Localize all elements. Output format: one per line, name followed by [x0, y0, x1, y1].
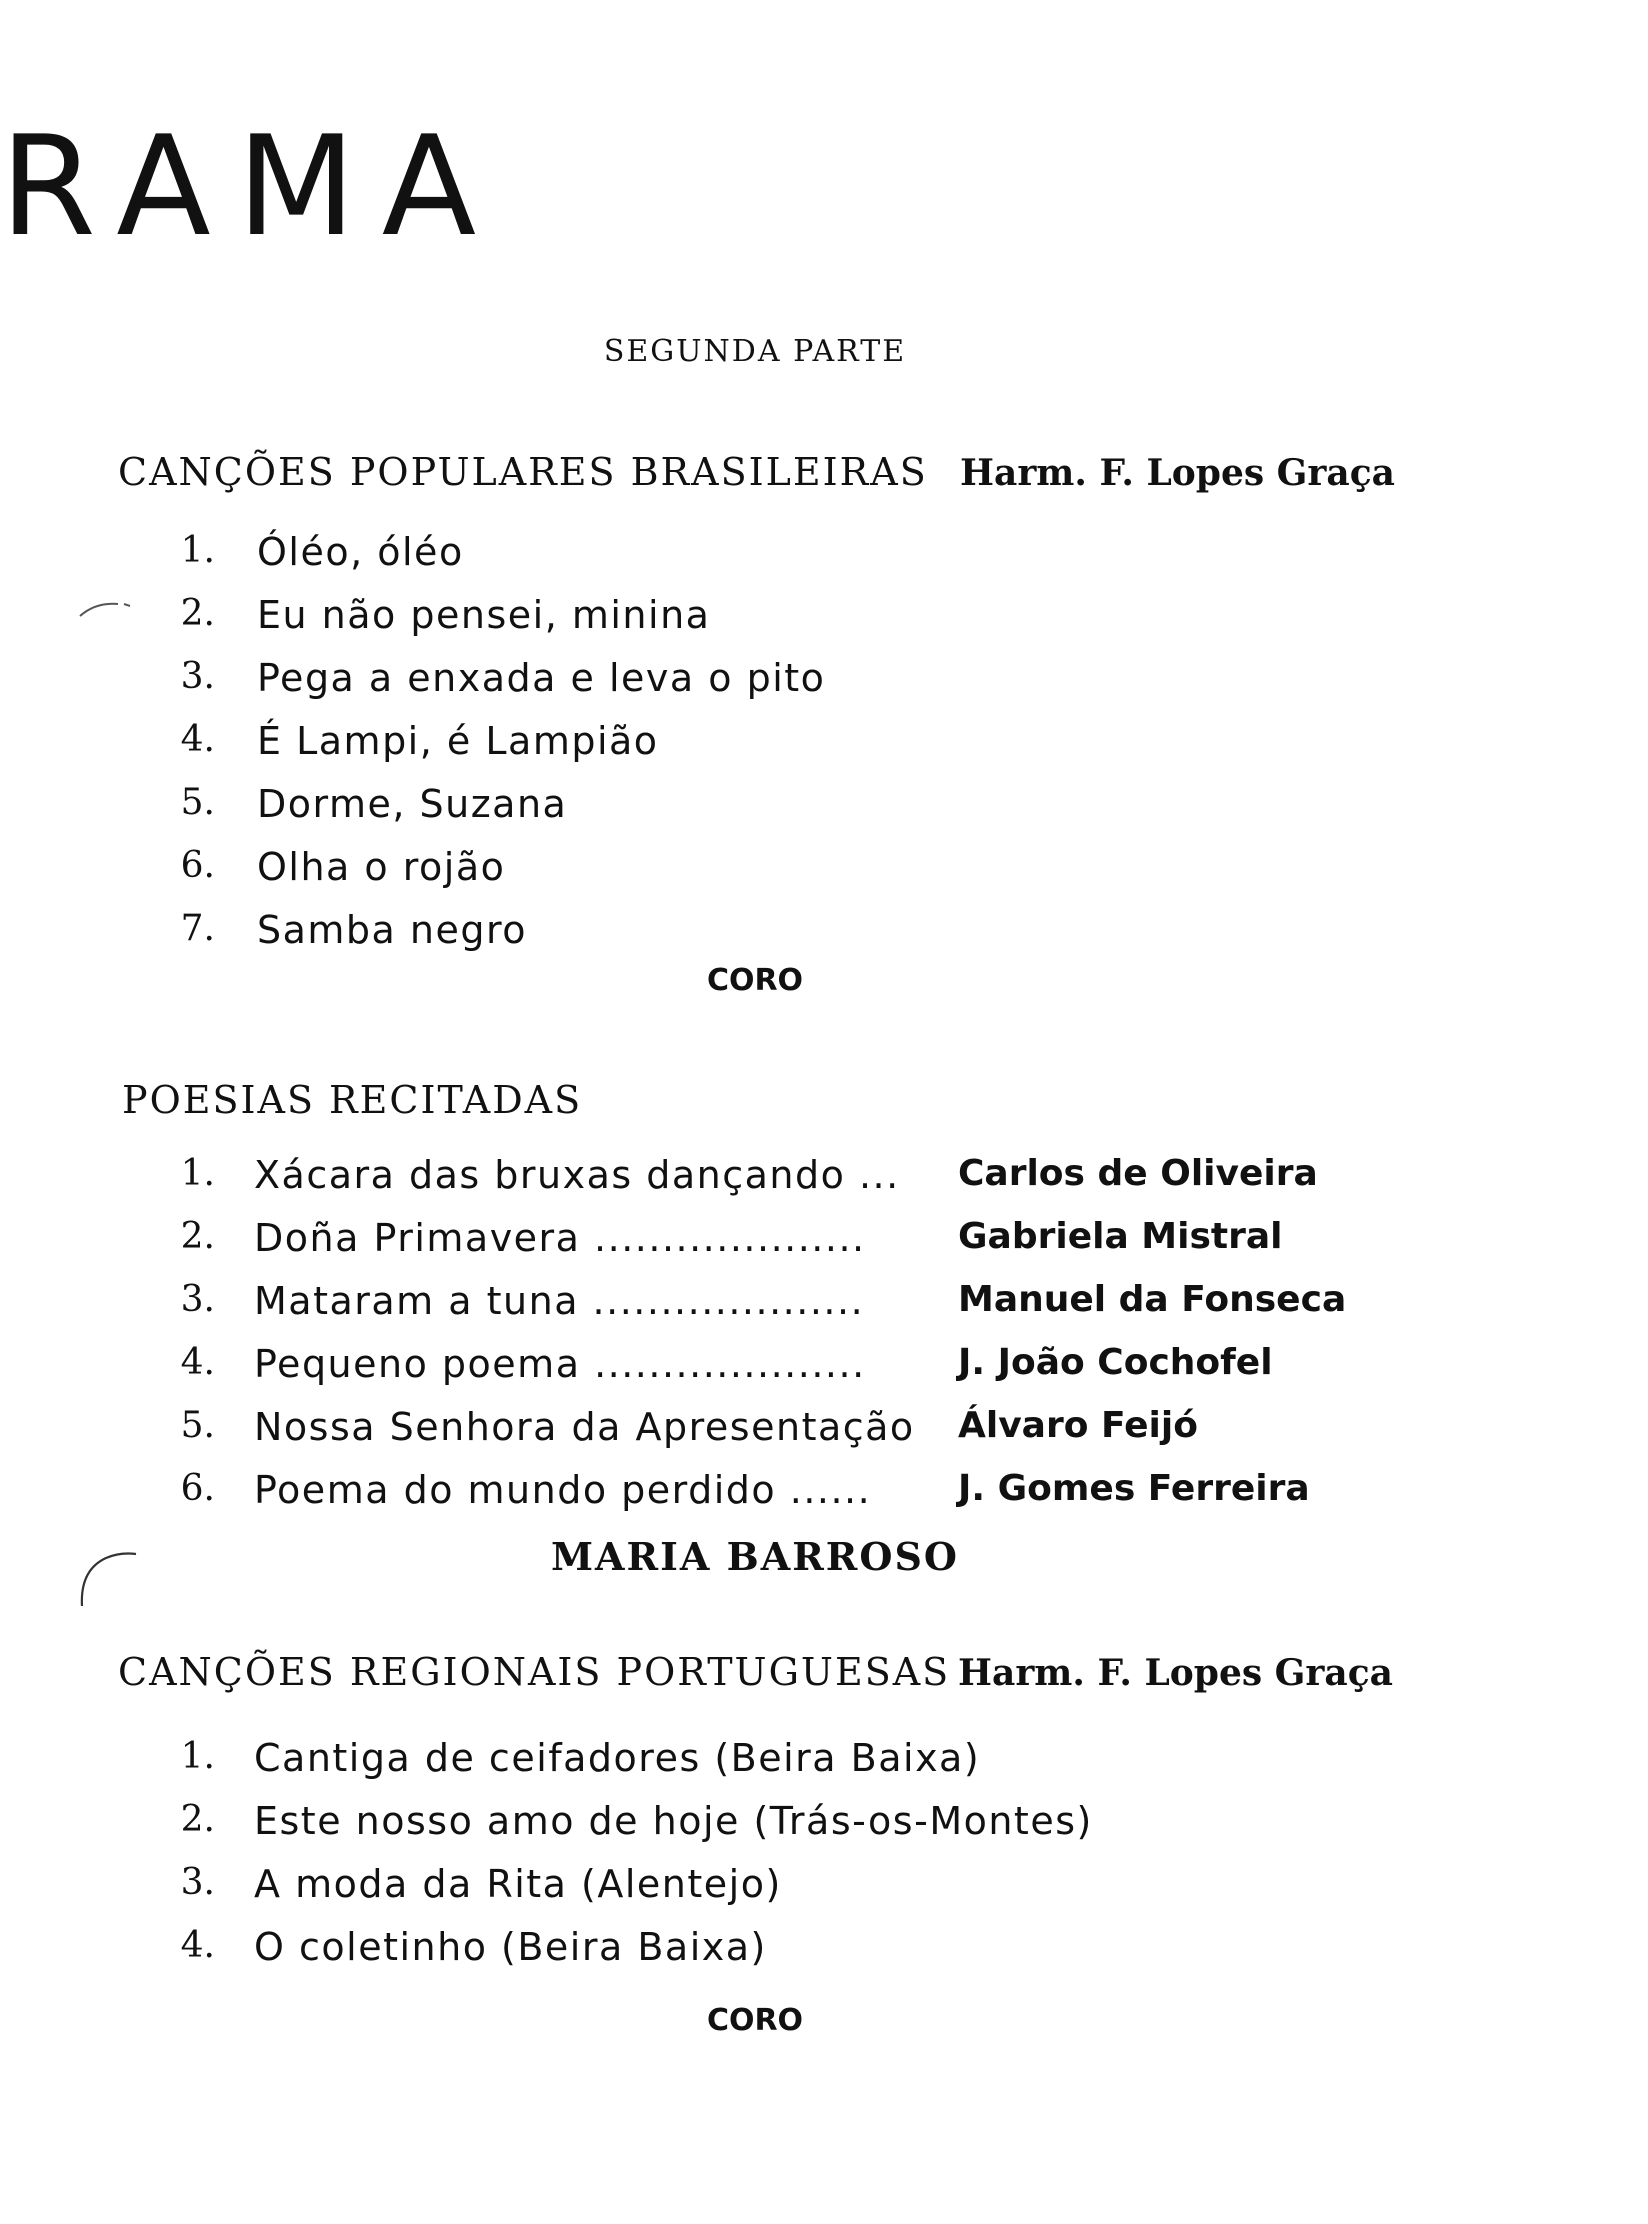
item-author: Manuel da Fonseca — [958, 1279, 1347, 1320]
section-heading: CANÇÕES REGIONAIS PORTUGUESAS — [118, 1650, 951, 1694]
part-title: SEGUNDA PARTE — [603, 334, 907, 369]
item-author: Carlos de Oliveira — [958, 1153, 1318, 1194]
item-title: Olha o rojão — [257, 845, 506, 889]
item-title: Samba negro — [257, 908, 528, 952]
item-author: J. Gomes Ferreira — [958, 1468, 1310, 1509]
item-number: 3. — [180, 656, 215, 697]
item-title: Poema do mundo perdido ...... — [254, 1468, 872, 1512]
item-number: 2. — [180, 1216, 215, 1257]
item-author: Gabriela Mistral — [958, 1216, 1283, 1257]
item-number: 6. — [180, 845, 215, 886]
performer-credit: CORO — [706, 963, 804, 998]
item-number: 4. — [180, 1342, 215, 1383]
section-credit: Harm. F. Lopes Graça — [960, 452, 1395, 494]
page-title: RAMA — [0, 106, 503, 267]
item-title: Xácara das bruxas dançando ... — [254, 1153, 900, 1197]
performer-credit: MARIA BARROSO — [550, 1534, 960, 1579]
item-author: J. João Cochofel — [958, 1342, 1273, 1383]
item-number: 4. — [180, 1925, 215, 1966]
item-title: Mataram a tuna .................... — [254, 1279, 865, 1323]
item-number: 4. — [180, 719, 215, 760]
item-number: 5. — [180, 1405, 215, 1446]
item-number: 7. — [180, 908, 215, 949]
pencil-mark — [76, 596, 136, 620]
section-heading: CANÇÕES POPULARES BRASILEIRAS — [118, 450, 928, 494]
pencil-mark — [76, 1540, 146, 1610]
item-title: Doña Primavera .................... — [254, 1216, 866, 1260]
item-number: 2. — [180, 1799, 215, 1840]
item-title: Dorme, Suzana — [257, 782, 568, 826]
item-number: 1. — [180, 530, 215, 571]
item-title: Pequeno poema .................... — [254, 1342, 866, 1386]
section-heading: POESIAS RECITADAS — [122, 1078, 583, 1122]
performer-credit: CORO — [706, 2003, 804, 2038]
item-title: Eu não pensei, minina — [257, 593, 711, 637]
item-number: 5. — [180, 782, 215, 823]
section-credit: Harm. F. Lopes Graça — [958, 1652, 1393, 1694]
item-title: É Lampi, é Lampião — [257, 719, 659, 763]
item-number: 1. — [180, 1153, 215, 1194]
item-title: Pega a enxada e leva o pito — [257, 656, 826, 700]
item-title: O coletinho (Beira Baixa) — [254, 1925, 767, 1969]
item-title: Nossa Senhora da Apresentação — [254, 1405, 915, 1449]
item-author: Álvaro Feijó — [958, 1405, 1198, 1446]
item-title: Óléo, óléo — [257, 530, 464, 574]
item-number: 3. — [180, 1862, 215, 1903]
item-title: A moda da Rita (Alentejo) — [254, 1862, 782, 1906]
item-number: 2. — [180, 593, 215, 634]
item-number: 6. — [180, 1468, 215, 1509]
item-title: Cantiga de ceifadores (Beira Baixa) — [254, 1736, 981, 1780]
item-title: Este nosso amo de hoje (Trás-os-Montes) — [254, 1799, 1093, 1843]
item-number: 3. — [180, 1279, 215, 1320]
item-number: 1. — [180, 1736, 215, 1777]
